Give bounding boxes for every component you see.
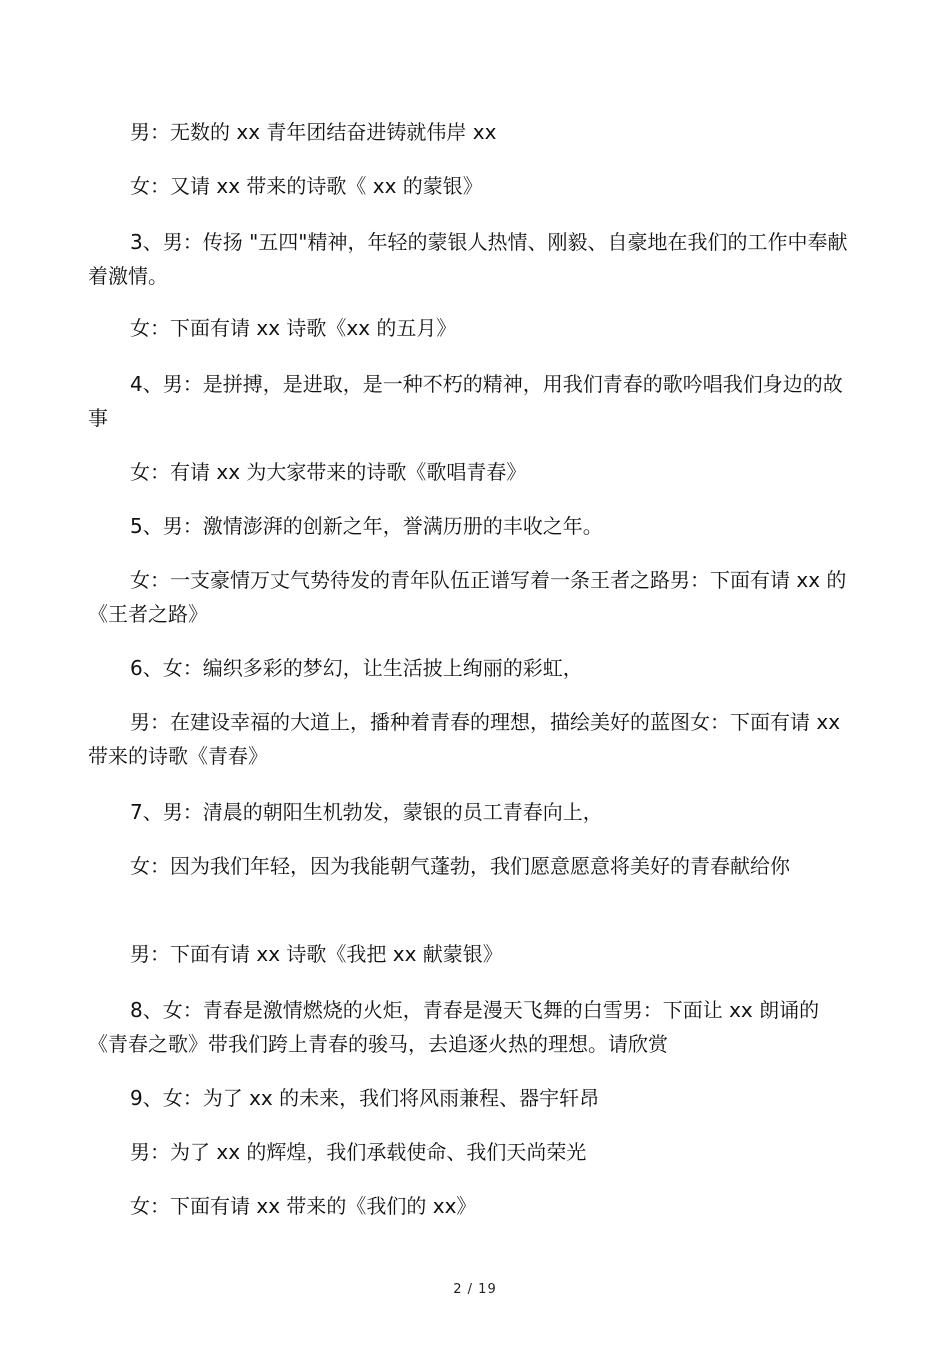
paragraph-9: 6、女：编织多彩的梦幻，让生活披上绚丽的彩虹，: [130, 656, 583, 680]
paragraph-11: 7、男：清晨的朝阳生机勃发，蒙银的员工青春向上，: [130, 800, 603, 824]
paragraph-4: 女：下面有请 xx 诗歌《xx 的五月》: [130, 316, 457, 340]
paragraph-15: 9、女：为了 xx 的未来，我们将风雨兼程、器宇轩昂: [130, 1086, 600, 1110]
paragraph-7: 5、男：激情澎湃的创新之年，誉满历册的丰收之年。: [130, 514, 603, 538]
paragraph-5: 4、男：是拼搏，是进取，是一种不朽的精神，用我们青春的歌吟唱我们身边的故事: [88, 372, 843, 430]
paragraph-13: 男：下面有请 xx 诗歌《我把 xx 献蒙银》: [130, 942, 503, 966]
page-number: 2 / 19: [453, 1282, 497, 1297]
paragraph-2: 女：又请 xx 带来的诗歌《 xx 的蒙银》: [130, 174, 483, 198]
paragraph-12: 女：因为我们年轻，因为我能朝气蓬勃，我们愿意愿意将美好的青春献给你: [130, 854, 790, 878]
paragraph-8: 女：一支豪情万丈气势待发的青年队伍正谱写着一条王者之路男：下面有请 xx 的《王者之路》: [88, 568, 847, 626]
paragraph-16: 男：为了 xx 的辉煌，我们承载使命、我们天尚荣光: [130, 1140, 587, 1164]
paragraph-10: 男：在建设幸福的大道上，播种着青春的理想，描绘美好的蓝图女：下面有请 xx 带来的诗歌《青春》: [88, 710, 841, 768]
paragraph-17: 女：下面有请 xx 带来的《我们的 xx》: [130, 1194, 477, 1218]
paragraph-1: 男：无数的 xx 青年团结奋进铸就伟岸 xx: [130, 120, 497, 144]
paragraph-3: 3、男：传扬 "五四"精神，年轻的蒙银人热情、刚毅、自豪地在我们的工作中奉献着激情。: [88, 230, 848, 288]
paragraph-6: 女：有请 xx 为大家带来的诗歌《歌唱青春》: [130, 460, 527, 484]
paragraph-14: 8、女：青春是激情燃烧的火炬，青春是漫天飞舞的白雪男：下面让 xx 朗诵的《青春之歌》带我们跨上青春的骏马，去追逐火热的理想。请欣赏: [88, 998, 820, 1056]
